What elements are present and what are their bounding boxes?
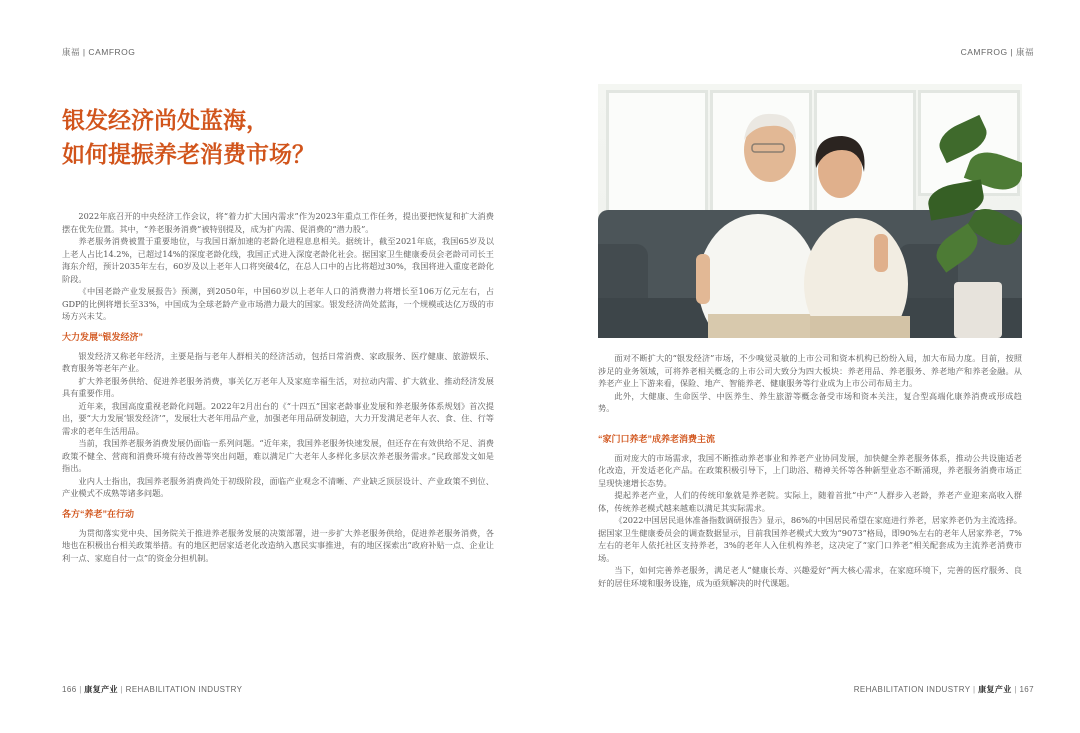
footer-section-en: REHABILITATION INDUSTRY (853, 685, 971, 694)
footer-section-cn: 康复产业 (978, 685, 1012, 694)
elderly-couple-photo (598, 84, 1022, 338)
right-column (598, 352, 1022, 589)
article-title (62, 104, 315, 172)
footer-right: REHABILITATION INDUSTRY | 康复产业 | 167 (853, 685, 1034, 694)
paragraph: 扩大养老服务供给、促进养老服务消费，事关亿万老年人及家庭幸福生活，对拉动内需、扩大就业、推动经济发展具有重要作用。 (62, 375, 494, 398)
paragraph: 2022年底召开的中央经济工作会议，将“着力扩大国内需求”作为2023年重点工作任务，提出要把恢复和扩大消费摆在优先位置。其中，“养老服务消费”被特别提及，成为扩内需、促消费的“潜力股”。 (62, 211, 494, 234)
section-heading: “家门口养老”成养老消费主流 (598, 433, 716, 444)
paragraph: 《中国老龄产业发展报告》预测，到2050年，中国60岁以上老年人口的消费潜力将增长至106万亿元左右，占GDP的比例将增长至33%，中国成为全球老龄产业市场潜力最大的国家。银发经济尚处蓝海，一个规模或达亿万级的市场方兴未艾。 (62, 286, 494, 321)
footer-section-en: REHABILITATION INDUSTRY (125, 685, 243, 694)
paragraph: 面对庞大的市场需求，我国不断推动养老事业和养老产业协同发展，加快健全养老服务体系，推动公共设施适老化改造，开发适老化产品。在政策积极引导下，上门助浴、精神关怀等各种新型业态不断涌现，养老服务消费市场正呈现快速增长态势。 (598, 452, 1022, 488)
page-number: 167 (1019, 685, 1034, 694)
paragraph: 此外，大健康、生命医学、中医养生、养生旅游等概念备受市场和资本关注，复合型高端化康养消费或形成趋势。 (598, 390, 1022, 413)
footer-left: 166 | 康复产业 | REHABILITATION INDUSTRY (62, 685, 243, 694)
footer-section-cn: 康复产业 (84, 685, 118, 694)
article-title-line1: 银发经济尚处蓝海， (62, 107, 269, 134)
paragraph: 业内人士指出，我国养老服务消费尚处于初级阶段，面临产业观念不清晰、产业缺乏顶层设计、产业政策不到位、产业模式不成熟等诸多问题。 (62, 475, 494, 498)
paragraph: 银发经济又称老年经济，主要是指与老年人群相关的经济活动，包括日常消费、家政服务、医疗健康、旅游娱乐、教育服务等老年产业。 (62, 350, 494, 373)
paragraph: 当下，如何完善养老服务，满足老人“健康长寿、兴趣爱好”两大核心需求，在家庭环境下，完善的医疗服务、良好的居住环境和服务设施，成为亟须解决的时代课题。 (598, 565, 1022, 588)
header-left: 康福 | CAMFROG (62, 47, 136, 57)
header-right: CAMFROG | 康福 (960, 47, 1034, 57)
page-number: 166 (62, 685, 77, 694)
section-heading: 大力发展“银发经济” (62, 331, 144, 342)
paragraph: 当前，我国养老服务消费发展仍面临一系列问题。“近年来，我国养老服务快速发展，但还存在有效供给不足、消费政策不健全、营商和消费环境有待改善等突出问题，难以满足广大老年人多样化多层次养老服务需求。”民政部发文如是指出。 (62, 438, 494, 473)
paragraph: 提起养老产业，人们的传统印象就是养老院。实际上，随着首批“中产”人群步入老龄，养老产业迎来高收入群体，传统养老模式越来越难以满足其实际需求。 (598, 490, 1022, 513)
paragraph: 面对不断扩大的“银发经济”市场，不少嗅觉灵敏的上市公司和资本机构已纷纷入局，加大布局力度。目前，按照涉足的业务领域，可将养老相关概念的上市公司大致分为四大板块：养老用品、养老服务、养老地产和养老金融。从养老产业上下游来看，保险、地产、智能养老、健康服务等行业成为上市公司布局主力。 (598, 353, 1022, 388)
paragraph: 《2022中国居民退休准备指数调研报告》显示，86%的中国居民希望在家庭进行养老，居家养老仍为主流选择。据国家卫生健康委员会的调查数据显示，目前我国养老模式大致为“9073”格局，即90%左右的老年人居家养老，7%左右的老年人依托社区支持养老，3%的老年人入住机构养老，这决定了“家门口养老”相关配套成为主流养老消费市场。 (598, 515, 1022, 563)
paragraph: 养老服务消费被置于重要地位，与我国日渐加速的老龄化进程息息相关。据统计，截至2021年底，我国65岁及以上老人占比14.2%，已超过14%的深度老龄化线，我国正式进入深度老龄化社会。据国家卫生健康委员会老龄司司长王海东介绍，预计2035年左右，60岁及以上老年人口将突破4亿，在总人口中的占比将超过30%，我国将进入重度老龄化阶段。 (62, 236, 494, 284)
section-heading: 各方“养老”在行动 (62, 508, 135, 519)
paragraph: 为贯彻落实党中央、国务院关于推进养老服务发展的决策部署，进一步扩大养老服务供给，促进养老服务消费，各地也在积极出台相关政策举措。有的地区把居家适老化改造纳入惠民实事推进，有的地区探索出“政府补贴一点、企业让利一点、家庭自付一点”的资金分担机制。 (62, 527, 494, 563)
couple-figures (598, 84, 1022, 338)
article-title-line2: 如何提振养老消费市场？ (62, 141, 315, 168)
left-column (62, 210, 494, 564)
paragraph: 近年来，我国高度重视老龄化问题。2022年2月出台的《“十四五”国家老龄事业发展和养老服务体系规划》首次提出，要“大力发展‘银发经济’”，发展壮大老年用品产业，加强老年用品研发制造，大力开发满足老年人衣、食、住、行等需求的老年生活用品。 (62, 400, 494, 436)
